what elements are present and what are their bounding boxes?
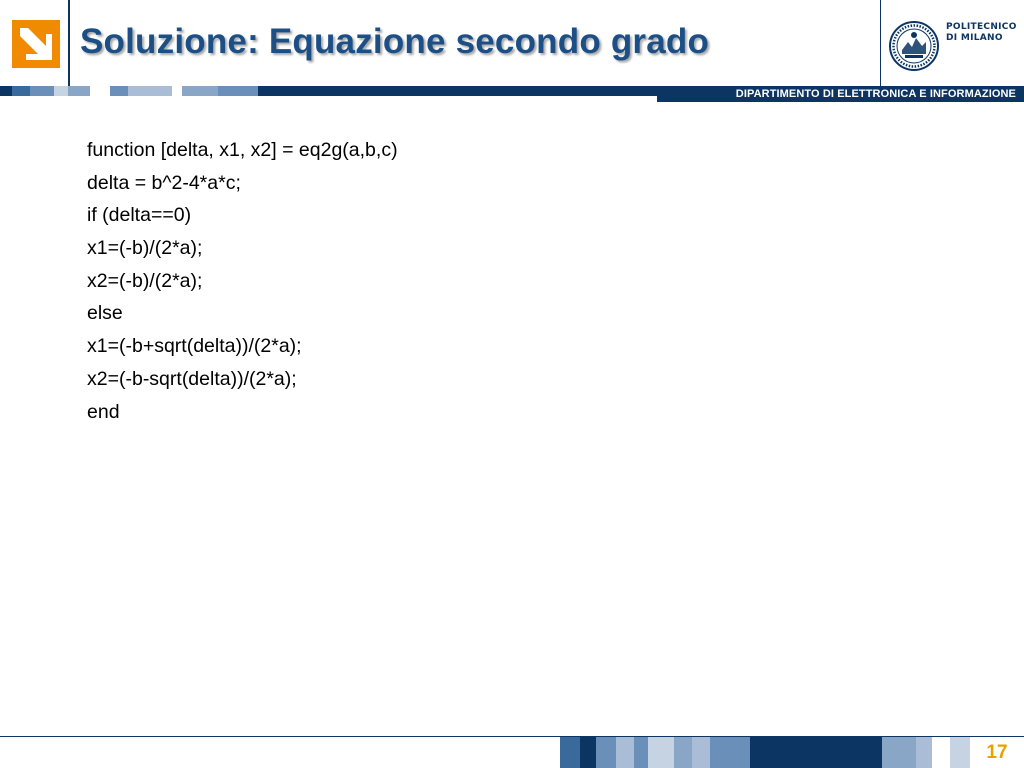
code-line: function [delta, x1, x2] = eq2g(a,b,c): [87, 139, 398, 161]
code-line: end: [87, 400, 120, 423]
code-line: if (delta==0): [87, 204, 192, 227]
slide-title: Soluzione: Equazione secondo grado: [80, 22, 710, 61]
code-line: else: [87, 302, 123, 325]
department-banner: DIPARTIMENTO DI ELETTRONICA E INFORMAZIONE: [657, 86, 1024, 102]
institution-line2: DI MILANO: [946, 33, 1003, 43]
header-divider-right: [880, 0, 881, 86]
header-divider-left: [68, 0, 70, 86]
institution-name: [946, 22, 1016, 44]
code-line: x1=(-b)/(2*a);: [87, 237, 203, 260]
code-line: x2=(-b)/(2*a);: [87, 269, 203, 292]
code-line: delta = b^2-4*a*c;: [87, 171, 241, 194]
code-block: [87, 134, 398, 428]
institution-line1: POLITECNICO: [946, 22, 1017, 32]
code-line: x2=(-b-sqrt(delta))/(2*a);: [87, 367, 297, 390]
bottom-color-band: [560, 737, 1024, 768]
arrow-down-right-icon: [12, 20, 60, 68]
polimi-seal-icon: [888, 20, 940, 72]
code-line: x1=(-b+sqrt(delta))/(2*a);: [87, 335, 302, 358]
page-number: 17: [970, 737, 1024, 768]
